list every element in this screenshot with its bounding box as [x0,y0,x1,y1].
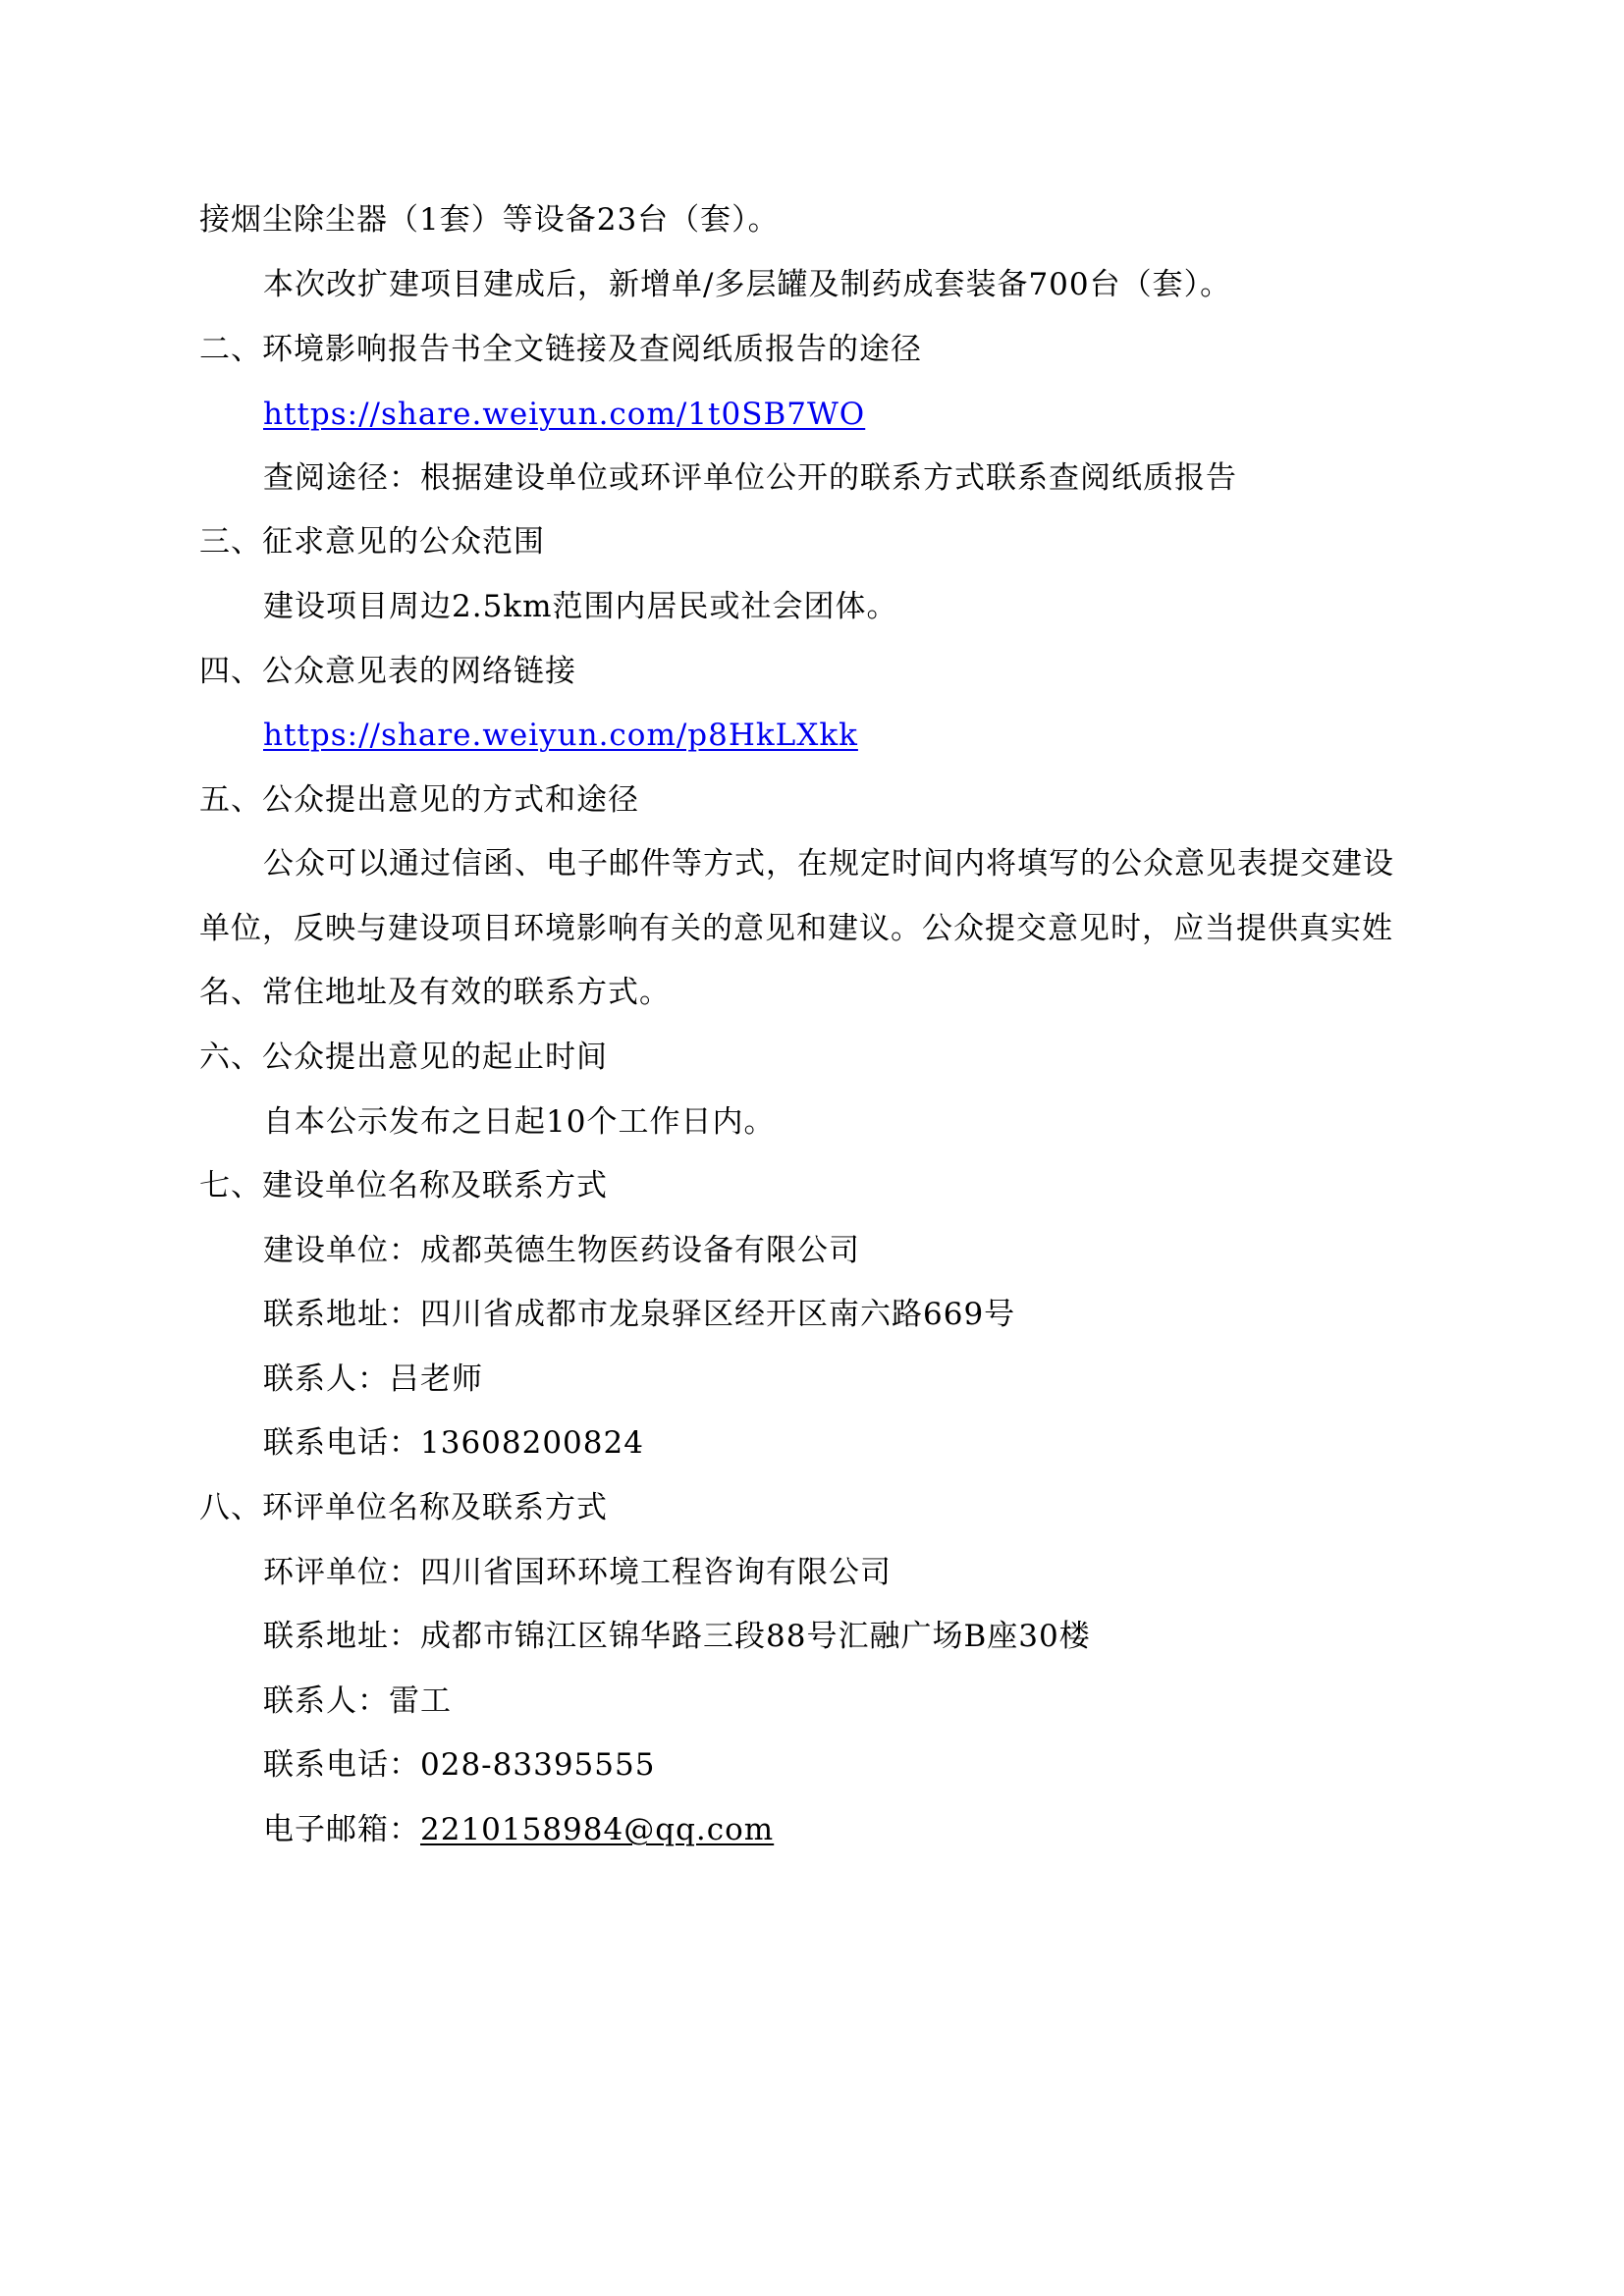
section-5-heading: 五、公众提出意见的方式和途径 [199,782,639,818]
construction-address: 联系地址：四川省成都市龙泉驿区经开区南六路669号 [263,1297,1016,1332]
eia-address: 联系地址：成都市锦江区锦华路三段88号汇融广场B座30楼 [263,1619,1091,1654]
email-address[interactable]: 2210158984@qq.com [420,1812,775,1847]
eia-contact: 联系人：雷工 [263,1683,452,1719]
section-6-text: 自本公示发布之日起10个工作日内。 [263,1104,776,1140]
section-8-heading: 八、环评单位名称及联系方式 [199,1490,608,1525]
construction-unit: 建设单位：成都英德生物医药设备有限公司 [263,1233,860,1268]
section-3-heading: 三、征求意见的公众范围 [199,524,545,560]
section-6-heading: 六、公众提出意见的起止时间 [199,1040,608,1075]
section-5-line-3: 名、常住地址及有效的联系方式。 [199,975,671,1010]
opinion-form-link-line [263,716,858,755]
eia-email-line [263,1810,774,1849]
section-3-text: 建设项目周边2.5km范围内居民或社会团体。 [263,589,898,624]
construction-phone: 联系电话：13608200824 [263,1425,644,1461]
section-2-text: 查阅途径：根据建设单位或环评单位公开的联系方式联系查阅纸质报告 [263,460,1237,496]
intro-line-2: 本次改扩建项目建成后，新增单/多层罐及制药成套装备700台（套）。 [263,267,1232,302]
section-4-heading: 四、公众意见表的网络链接 [199,654,576,689]
public-opinion-form-link[interactable]: https://share.weiyun.com/p8HkLXkk [263,718,858,753]
construction-contact: 联系人：吕老师 [263,1362,483,1397]
section-2-heading: 二、环境影响报告书全文链接及查阅纸质报告的途径 [199,332,922,367]
eia-phone: 联系电话：028-83395555 [263,1747,656,1783]
report-link-line [263,395,865,434]
section-7-heading: 七、建设单位名称及联系方式 [199,1168,608,1203]
intro-line-1: 接烟尘除尘器（1套）等设备23台（套）。 [199,202,780,238]
section-5-line-1: 公众可以通过信函、电子邮件等方式，在规定时间内将填写的公众意见表提交建设 [263,846,1394,881]
email-label: 电子邮箱： [263,1812,420,1847]
eia-unit: 环评单位：四川省国环环境工程咨询有限公司 [263,1555,892,1590]
report-full-text-link[interactable]: https://share.weiyun.com/1t0SB7WO [263,397,866,432]
section-5-line-2: 单位，反映与建设项目环境影响有关的意见和建议。公众提交意见时，应当提供真实姓 [199,911,1393,946]
